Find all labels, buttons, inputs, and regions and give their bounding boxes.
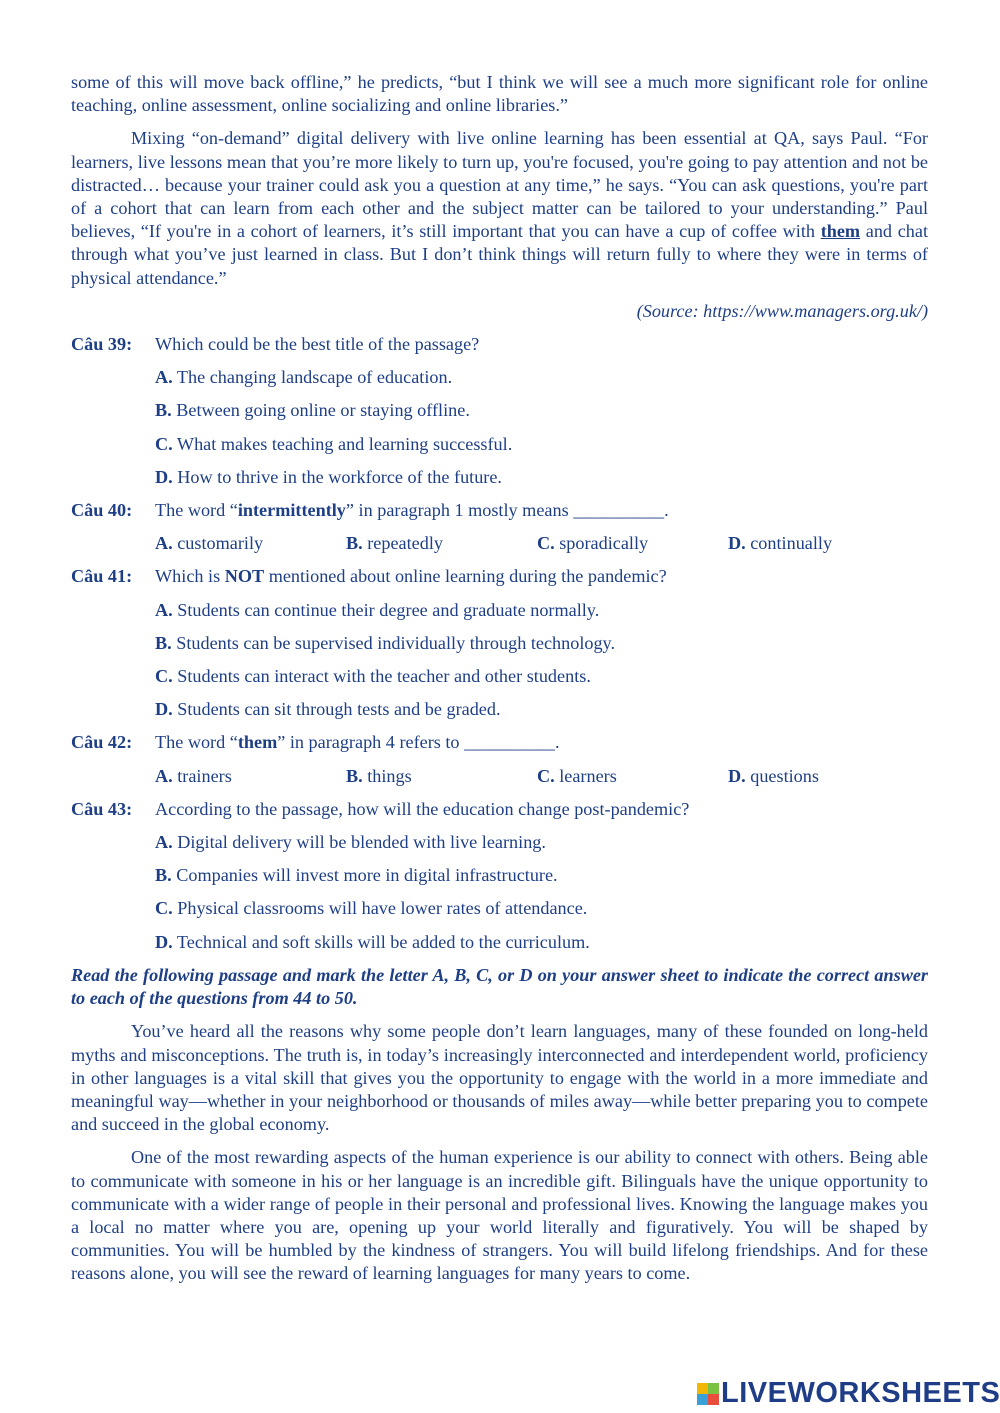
question-keyword: NOT — [224, 566, 265, 587]
option-text: Physical classrooms will have lower rates of attendance. — [177, 898, 588, 919]
question-keyword: them — [237, 732, 278, 753]
option-b[interactable] — [71, 399, 928, 422]
logo-square-green — [708, 1383, 719, 1394]
option-text: Companies will invest more in digital infrastructure. — [176, 865, 558, 886]
question-39 — [71, 333, 928, 356]
option-letter: A. — [155, 765, 173, 786]
option-text: sporadically — [559, 533, 649, 554]
option-b[interactable] — [71, 632, 928, 655]
option-letter: A. — [155, 533, 173, 554]
liveworksheets-logo-text: LIVEWORKSHEETS — [721, 1377, 1000, 1410]
options-row — [71, 765, 928, 788]
option-text: trainers — [177, 765, 232, 786]
option-b[interactable] — [71, 864, 928, 887]
paragraph-text: Mixing “on-demand” digital delivery with live online learning has been essential at QA, says Paul. “For learners, live lessons mean that you’re more likely to turn up, you're focused, you're going to pay attention and not be distracted… because your trainer could ask you a question at any time,” he says. “You can ask questions, you're part of a cohort that can learn from each other and the subject matter can be tailored to your understanding.” Paul believes, “If you're in a cohort of learners, it’s still important that you can have a cup of coffee with — [71, 128, 928, 242]
paragraph-text: and chat through what you’ve just learned in class. But I don’t think things will return fully to where they were in terms of physical attendance.” — [71, 221, 928, 288]
option-letter: D. — [155, 466, 173, 487]
option-text: The changing landscape of education. — [176, 367, 453, 388]
option-d[interactable] — [71, 698, 928, 721]
option-letter: C. — [155, 433, 173, 454]
question-text: Which could be the best title of the passage? — [155, 334, 480, 355]
question-42 — [71, 731, 928, 754]
option-text: How to thrive in the workforce of the future. — [177, 466, 502, 487]
liveworksheets-logo-icon — [697, 1383, 719, 1405]
option-letter: C. — [537, 765, 555, 786]
passage-paragraph-continued: some of this will move back offline,” he predicts, “but I think we will see a much more significant role for online teaching, online assessment, online socializing and online libraries.” — [71, 72, 928, 116]
option-letter: D. — [155, 931, 173, 952]
option-text: Technical and soft skills will be added to the curriculum. — [176, 931, 590, 952]
section-instruction: Read the following passage and mark the letter A, B, C, or D on your answer sheet to indicate the correct answer to each of the questions from 44 to 50. — [71, 964, 928, 1009]
option-c[interactable] — [537, 532, 728, 555]
question-text: ” in paragraph 4 refers to __________. — [277, 732, 560, 753]
option-a[interactable] — [71, 366, 928, 389]
option-letter: B. — [155, 865, 172, 886]
option-letter: C. — [155, 666, 173, 687]
question-keyword: intermittently — [237, 500, 346, 521]
highlighted-word-them: them — [820, 221, 861, 242]
option-letter: A. — [155, 832, 173, 853]
question-41 — [71, 565, 928, 588]
options-row — [71, 532, 928, 555]
option-letter: C. — [155, 898, 173, 919]
option-text: questions — [750, 765, 819, 786]
option-text: Students can sit through tests and be graded. — [177, 699, 501, 720]
source-citation: (Source: https://www.managers.org.uk/) — [636, 300, 928, 321]
option-c[interactable] — [71, 897, 928, 920]
option-text: things — [367, 765, 412, 786]
option-a[interactable] — [155, 532, 346, 555]
logo-square-blue — [697, 1394, 708, 1405]
option-c[interactable] — [537, 765, 728, 788]
passage-paragraph-4 — [71, 127, 928, 289]
option-text: learners — [559, 765, 617, 786]
option-a[interactable] — [71, 599, 928, 622]
question-text: The word “ — [155, 500, 238, 521]
option-letter: B. — [155, 632, 172, 653]
question-text: The word “ — [155, 732, 238, 753]
option-text: Students can interact with the teacher and other students. — [177, 666, 591, 687]
option-d[interactable] — [728, 532, 919, 555]
option-d[interactable] — [71, 466, 928, 489]
option-text: customarily — [177, 533, 264, 554]
document-page — [71, 71, 928, 1296]
option-letter: D. — [728, 765, 746, 786]
question-text: According to the passage, how will the education change post-pandemic? — [155, 798, 690, 819]
option-a[interactable] — [71, 831, 928, 854]
question-40 — [71, 499, 928, 522]
question-number: Câu 40: — [71, 500, 133, 521]
logo-square-yellow — [697, 1383, 708, 1394]
question-number: Câu 43: — [71, 798, 133, 819]
question-text: ” in paragraph 1 mostly means __________. — [345, 500, 669, 521]
option-d[interactable] — [71, 931, 928, 954]
question-text: Which is — [155, 566, 225, 587]
option-letter: A. — [155, 367, 173, 388]
option-a[interactable] — [155, 765, 346, 788]
option-letter: A. — [155, 599, 173, 620]
option-letter: D. — [728, 533, 746, 554]
liveworksheets-logo — [697, 1379, 1000, 1409]
option-d[interactable] — [728, 765, 919, 788]
option-text: continually — [750, 533, 833, 554]
option-text: Digital delivery will be blended with live learning. — [177, 832, 546, 853]
question-number: Câu 41: — [71, 566, 133, 587]
option-c[interactable] — [71, 433, 928, 456]
option-c[interactable] — [71, 665, 928, 688]
option-text: Students can be supervised individually through technology. — [176, 632, 616, 653]
question-number: Câu 39: — [71, 334, 133, 355]
passage-paragraph-1: You’ve heard all the reasons why some people don’t learn languages, many of these founded on long-held myths and misconceptions. The truth is, in today’s increasingly interconnected and interdependent world, proficiency in other languages is a vital skill that gives you the opportunity to engage with the world in a more immediate and meaningful way—whether in your neighborhood or thousands of miles away—while better preparing you to compete and succeed in the global economy. — [71, 1021, 928, 1135]
option-letter: D. — [155, 699, 173, 720]
option-text: Students can continue their degree and graduate normally. — [177, 599, 600, 620]
option-letter: C. — [537, 533, 555, 554]
option-b[interactable] — [346, 532, 537, 555]
logo-square-red — [708, 1394, 719, 1405]
option-text: What makes teaching and learning successful. — [176, 433, 513, 454]
option-letter: B. — [155, 400, 172, 421]
option-letter: B. — [346, 533, 363, 554]
question-number: Câu 42: — [71, 732, 133, 753]
passage-paragraph-2: One of the most rewarding aspects of the human experience is our ability to connect with others. Being able to communicate with someone in his or her language is an incredible gift. Bilinguals have the unique opportunity to communicate with a wider range of people in their personal and professional lives. Knowing the language makes you a local no matter where you are, opening up your world literally and figuratively. You will be shaped by communities. You will be humbled by the kindness of strangers. You will build lifelong friendships. And for these reasons alone, you will see the reward of learning languages for many years to come. — [71, 1147, 928, 1284]
question-43 — [71, 798, 928, 821]
question-text: mentioned about online learning during the pandemic? — [264, 566, 667, 587]
option-text: Between going online or staying offline. — [176, 400, 470, 421]
option-b[interactable] — [346, 765, 537, 788]
option-letter: B. — [346, 765, 363, 786]
option-text: repeatedly — [367, 533, 443, 554]
